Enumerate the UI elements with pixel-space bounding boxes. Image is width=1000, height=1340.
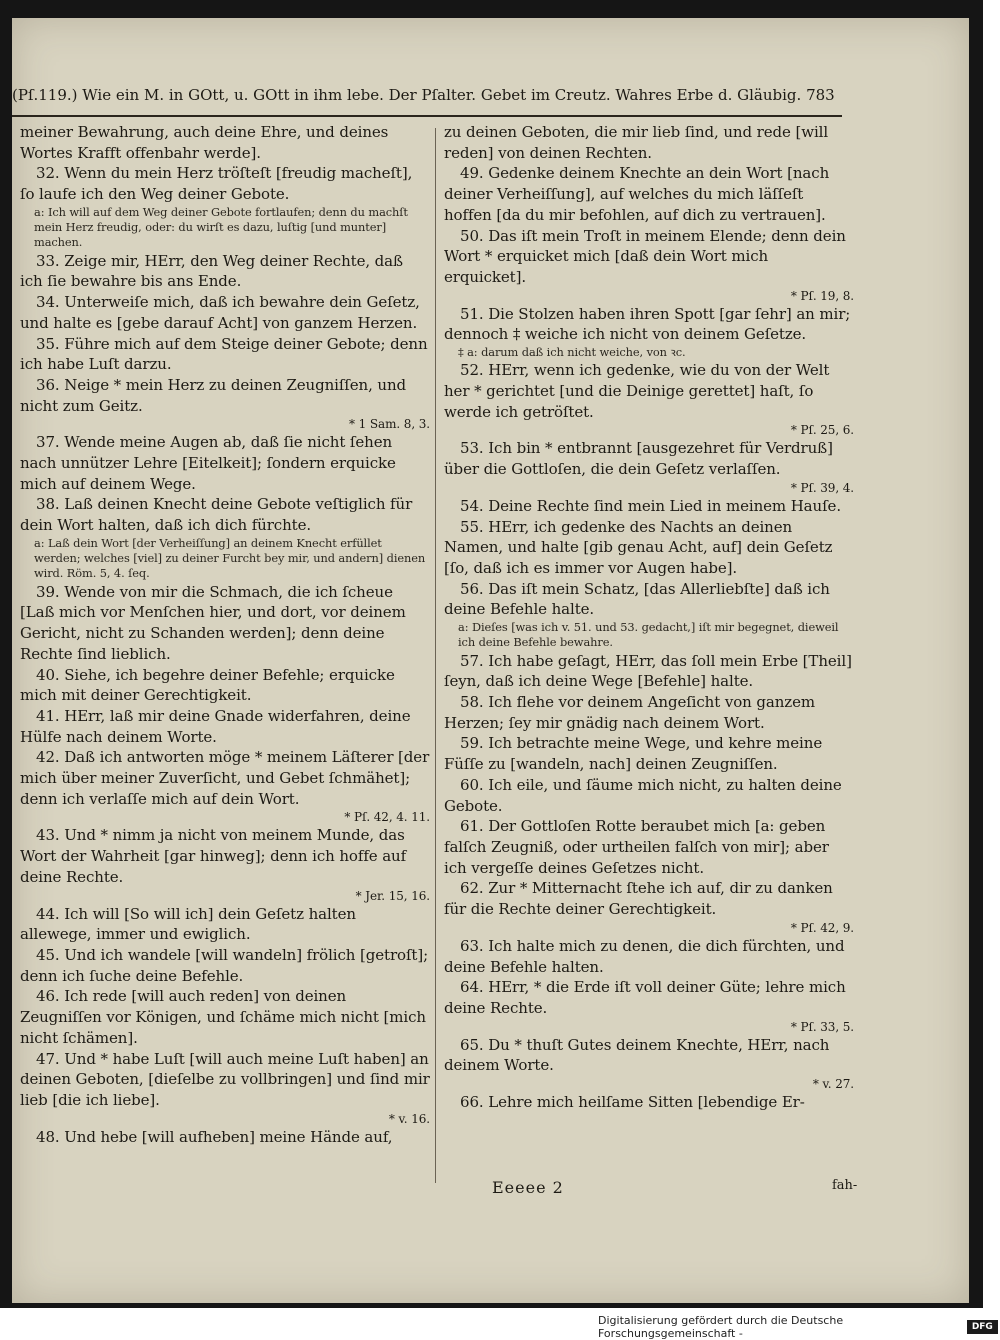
verse-text: 42. Daß ich antworten möge * meinem Läſterer [der mich über meiner Zuverſicht, und Gebet ſchmähet]; denn ich verlaſſe mich auf dein Wort. (20, 748, 430, 808)
verse (444, 775, 854, 816)
verse (444, 692, 854, 733)
verse (444, 360, 854, 438)
left-column (20, 122, 430, 1147)
verse (444, 163, 854, 225)
verse-text: 35. Führe mich auf dem Steige deiner Gebote; denn ich habe Luſt darzu. (20, 334, 428, 374)
verse-text: meiner Bewahrung, auch deine Ehre, und deines Wortes Krafft offenbahr werde]. (20, 123, 389, 162)
verse-text: 45. Und ich wandele [will wandeln] frölich [getroſt]; denn ich ſuche deine Befehle. (20, 945, 429, 985)
verse-note (444, 620, 854, 651)
verse (20, 122, 430, 163)
cross-reference: * Pſ. 42, 9. (790, 920, 854, 935)
catchword: fah- (832, 1178, 858, 1193)
verse (444, 816, 854, 878)
verse-text: 50. Das iſt mein Troſt in meinem Elende; denn dein Wort * erquicket mich [daß dein Wort mich erquicket]. (444, 226, 846, 286)
verse (20, 1049, 430, 1127)
verse (20, 432, 430, 494)
cross-reference: * Pſ. 39, 4. (790, 480, 854, 495)
verse (20, 665, 430, 706)
verse-text: 36. Neige * mein Herz zu deinen Zeugniſſen, und nicht zum Geitz. (20, 375, 407, 415)
header-rule (12, 115, 842, 117)
verse (444, 438, 854, 495)
verse-text: 43. Und * nimm ja nicht von meinem Munde, das Wort der Wahrheit [gar hinweg]; denn ich hoffe auf deine Rechte. (20, 826, 407, 886)
cross-reference: * v. 16. (388, 1111, 430, 1126)
right-column (444, 122, 854, 1113)
verse (444, 122, 854, 163)
verse-text: 62. Zur * Mitternacht ſtehe ich auf, dir zu danken für die Rechte deiner Gerechtigkeit. (444, 879, 833, 919)
verse-note (444, 345, 854, 360)
verse-text: a: Laß dein Wort [der Verheiſſung] an deinem Knecht erfüllet werden; welches [viel] zu deiner Furcht bey mir, und andern] dienen wird. Röm. 5, 4. ſeq. (34, 535, 426, 581)
verse-text: zu deinen Geboten, die mir lieb ſind, und rede [will reden] von deinen Rechten. (444, 123, 829, 162)
running-header: (Pſ.119.) Wie ein M. in GOtt, u. GOtt in ihm lebe. Der Pſalter. Gebet im Creutz. Wahres Erbe d. Gläubig. 783 (12, 86, 835, 104)
verse (444, 579, 854, 620)
cross-reference: * v. 27. (812, 1077, 854, 1092)
verse (444, 1035, 854, 1092)
verse (20, 494, 430, 535)
verse (444, 496, 854, 517)
verse (20, 706, 430, 747)
book-page (12, 18, 969, 1303)
verse (20, 582, 430, 665)
verse (20, 163, 430, 204)
verse-text: 34. Unterweiſe mich, daß ich bewahre dein Geſetz, und halte es [gebe darauf Acht] von ganzem Herzen. (20, 293, 420, 332)
verse (20, 945, 430, 986)
verse-text: 41. HErr, laß mir deine Gnade widerfahren, deine Hülfe nach deinem Worte. (20, 706, 411, 746)
verse (444, 936, 854, 977)
verse-text: 66. Lehre mich heilſame Sitten [lebendige Er- (460, 1093, 805, 1112)
verse (444, 517, 854, 579)
cross-reference: * 1 Sam. 8, 3. (349, 417, 430, 432)
dfg-logo: DFG (967, 1320, 998, 1334)
verse-text: 64. HErr, * die Erde iſt voll deiner Güte; lehre mich deine Rechte. (444, 978, 846, 1017)
verse (20, 825, 430, 903)
verse-text: 57. Ich habe geſagt, HErr, das ſoll mein Erbe [Theil] ſeyn, daß ich deine Wege [Befehle] halte. (444, 651, 852, 691)
verse-note (20, 536, 430, 582)
verse-text: 56. Das iſt mein Schatz, [das Allerliebſte] daß ich deine Befehle halte. (444, 579, 830, 619)
verse-text: 59. Ich betrachte meine Wege, und kehre meine Füſſe zu [wandeln, nach] deinen Zeugniſſen. (444, 734, 823, 774)
verse-text: 33. Zeige mir, HErr, den Weg deiner Rechte, daß ich ſie bewahre bis ans Ende. (20, 251, 403, 291)
verse-text: 63. Ich halte mich zu denen, die dich fürchten, und deine Befehle halten. (444, 936, 845, 976)
cross-reference: * Jer. 15, 16. (355, 888, 430, 903)
verse (444, 304, 854, 345)
verse-text: 32. Wenn du mein Herz tröſteſt [freudig macheſt], ſo laufe ich den Weg deiner Gebote. (20, 164, 413, 204)
column-divider (435, 128, 436, 1183)
verse (444, 226, 854, 304)
verse (444, 1092, 854, 1113)
verse-text: 65. Du * thuſt Gutes deinem Knechte, HErr, nach deinem Worte. (444, 1035, 830, 1075)
verse-text: 58. Ich flehe vor deinem Angeſicht von ganzem Herzen; ſey mir gnädig nach deinem Wort. (444, 693, 815, 732)
verse-text: a: Dieſes [was ich v. 51. und 53. gedacht,] iſt mir begegnet, dieweil ich deine Befehle bewahre. (458, 620, 839, 650)
verse (20, 292, 430, 333)
verse-text: 39. Wende von mir die Schmach, die ich ſcheue [Laß mich vor Menſchen hier, und dort, vor deinem Gericht, nicht zu Schanden werden]; denn deine Rechte ſind lieblich. (20, 582, 406, 663)
verse (20, 334, 430, 375)
footer-text: Digitalisierung gefördert durch die Deutsche Forschungsgemeinschaft - (598, 1314, 844, 1340)
cross-reference: * Pſ. 42, 4. 11. (344, 810, 430, 825)
verse-text: 61. Der Gottloſen Rotte beraubet mich [a: geben falſch Zeugniß, oder urtheilen falſch von mir]; aber ich vergeſſe deines Geſetzes nicht. (444, 817, 829, 877)
verse-text: 46. Ich rede [will auch reden] von deinen Zeugniſſen vor Königen, und ſchäme mich nicht [mich nicht ſchämen]. (20, 987, 426, 1047)
verse (444, 878, 854, 935)
verse-text: 55. HErr, ich gedenke des Nachts an deinen Namen, und halte [gib genau Acht, auf] dein Geſetz [ſo, daß ich es immer vor Augen habe]. (444, 517, 833, 577)
verse (20, 375, 430, 432)
cross-reference: * Pſ. 33, 5. (790, 1019, 854, 1034)
verse-text: 48. Und hebe [will aufheben] meine Hände auf, (36, 1127, 393, 1146)
verse (444, 651, 854, 692)
verse-text: 60. Ich eile, und ſäume mich nicht, zu halten deine Gebote. (444, 775, 842, 815)
printer-signature: Eeeee 2 (492, 1178, 564, 1197)
verse-text: 44. Ich will [So will ich] dein Geſetz halten allewege, immer und ewiglich. (20, 904, 356, 944)
verse-text: 53. Ich bin * entbrannt [ausgezehret für Verdruß] über die Gottloſen, die dein Geſetz verlaſſen. (444, 439, 833, 479)
verse (20, 1127, 430, 1148)
digitization-footer (598, 1314, 998, 1340)
verse-note (20, 205, 430, 251)
verse (20, 986, 430, 1048)
verse-text: 51. Die Stolzen haben ihren Spott [gar ſehr] an mir; dennoch ‡ weiche ich nicht von deinem Geſetze. (444, 304, 851, 344)
verse-text: a: Ich will auf dem Weg deiner Gebote fortlaufen; denn du machſt mein Herz freudig, oder: du wirſt es dazu, luſtig [und munter] machen. (34, 204, 408, 250)
verse-text: 37. Wende meine Augen ab, daß ſie nicht ſehen nach unnützer Lehre [Eitelkeit]; ſondern erquicke mich auf deinem Wege. (20, 433, 396, 493)
verse-text: 47. Und * habe Luſt [will auch meine Luſt haben] an deinen Geboten, [dieſelbe zu vollbringen] und ſind mir lieb [die ich liebe]. (20, 1049, 430, 1109)
cross-reference: * Pſ. 19, 8. (790, 288, 854, 303)
verse (20, 904, 430, 945)
verse (444, 977, 854, 1034)
verse-text: 49. Gedenke deinem Knechte an dein Wort [nach deiner Verheiſſung], auf welches du mich läſſeſt hoffen [da du mir befohlen, auf dich zu vertrauen]. (444, 164, 830, 224)
verse-text: 38. Laß deinen Knecht deine Gebote veſtiglich für dein Wort halten, daß ich dich fürchte. (20, 495, 413, 535)
verse-text: 54. Deine Rechte ſind mein Lied in meinem Hauſe. (460, 496, 841, 515)
cross-reference: * Pſ. 25, 6. (790, 423, 854, 438)
verse-text: ‡ a: darum daß ich nicht weiche, von ꝛc. (458, 345, 686, 360)
verse (20, 251, 430, 292)
verse-text: 52. HErr, wenn ich gedenke, wie du von der Welt her * gerichtet [und die Deinige gerettet] haſt, ſo werde ich getröſtet. (444, 361, 830, 421)
verse (444, 733, 854, 774)
verse-text: 40. Siehe, ich begehre deiner Befehle; erquicke mich mit deiner Gerechtigkeit. (20, 665, 395, 705)
verse (20, 747, 430, 825)
